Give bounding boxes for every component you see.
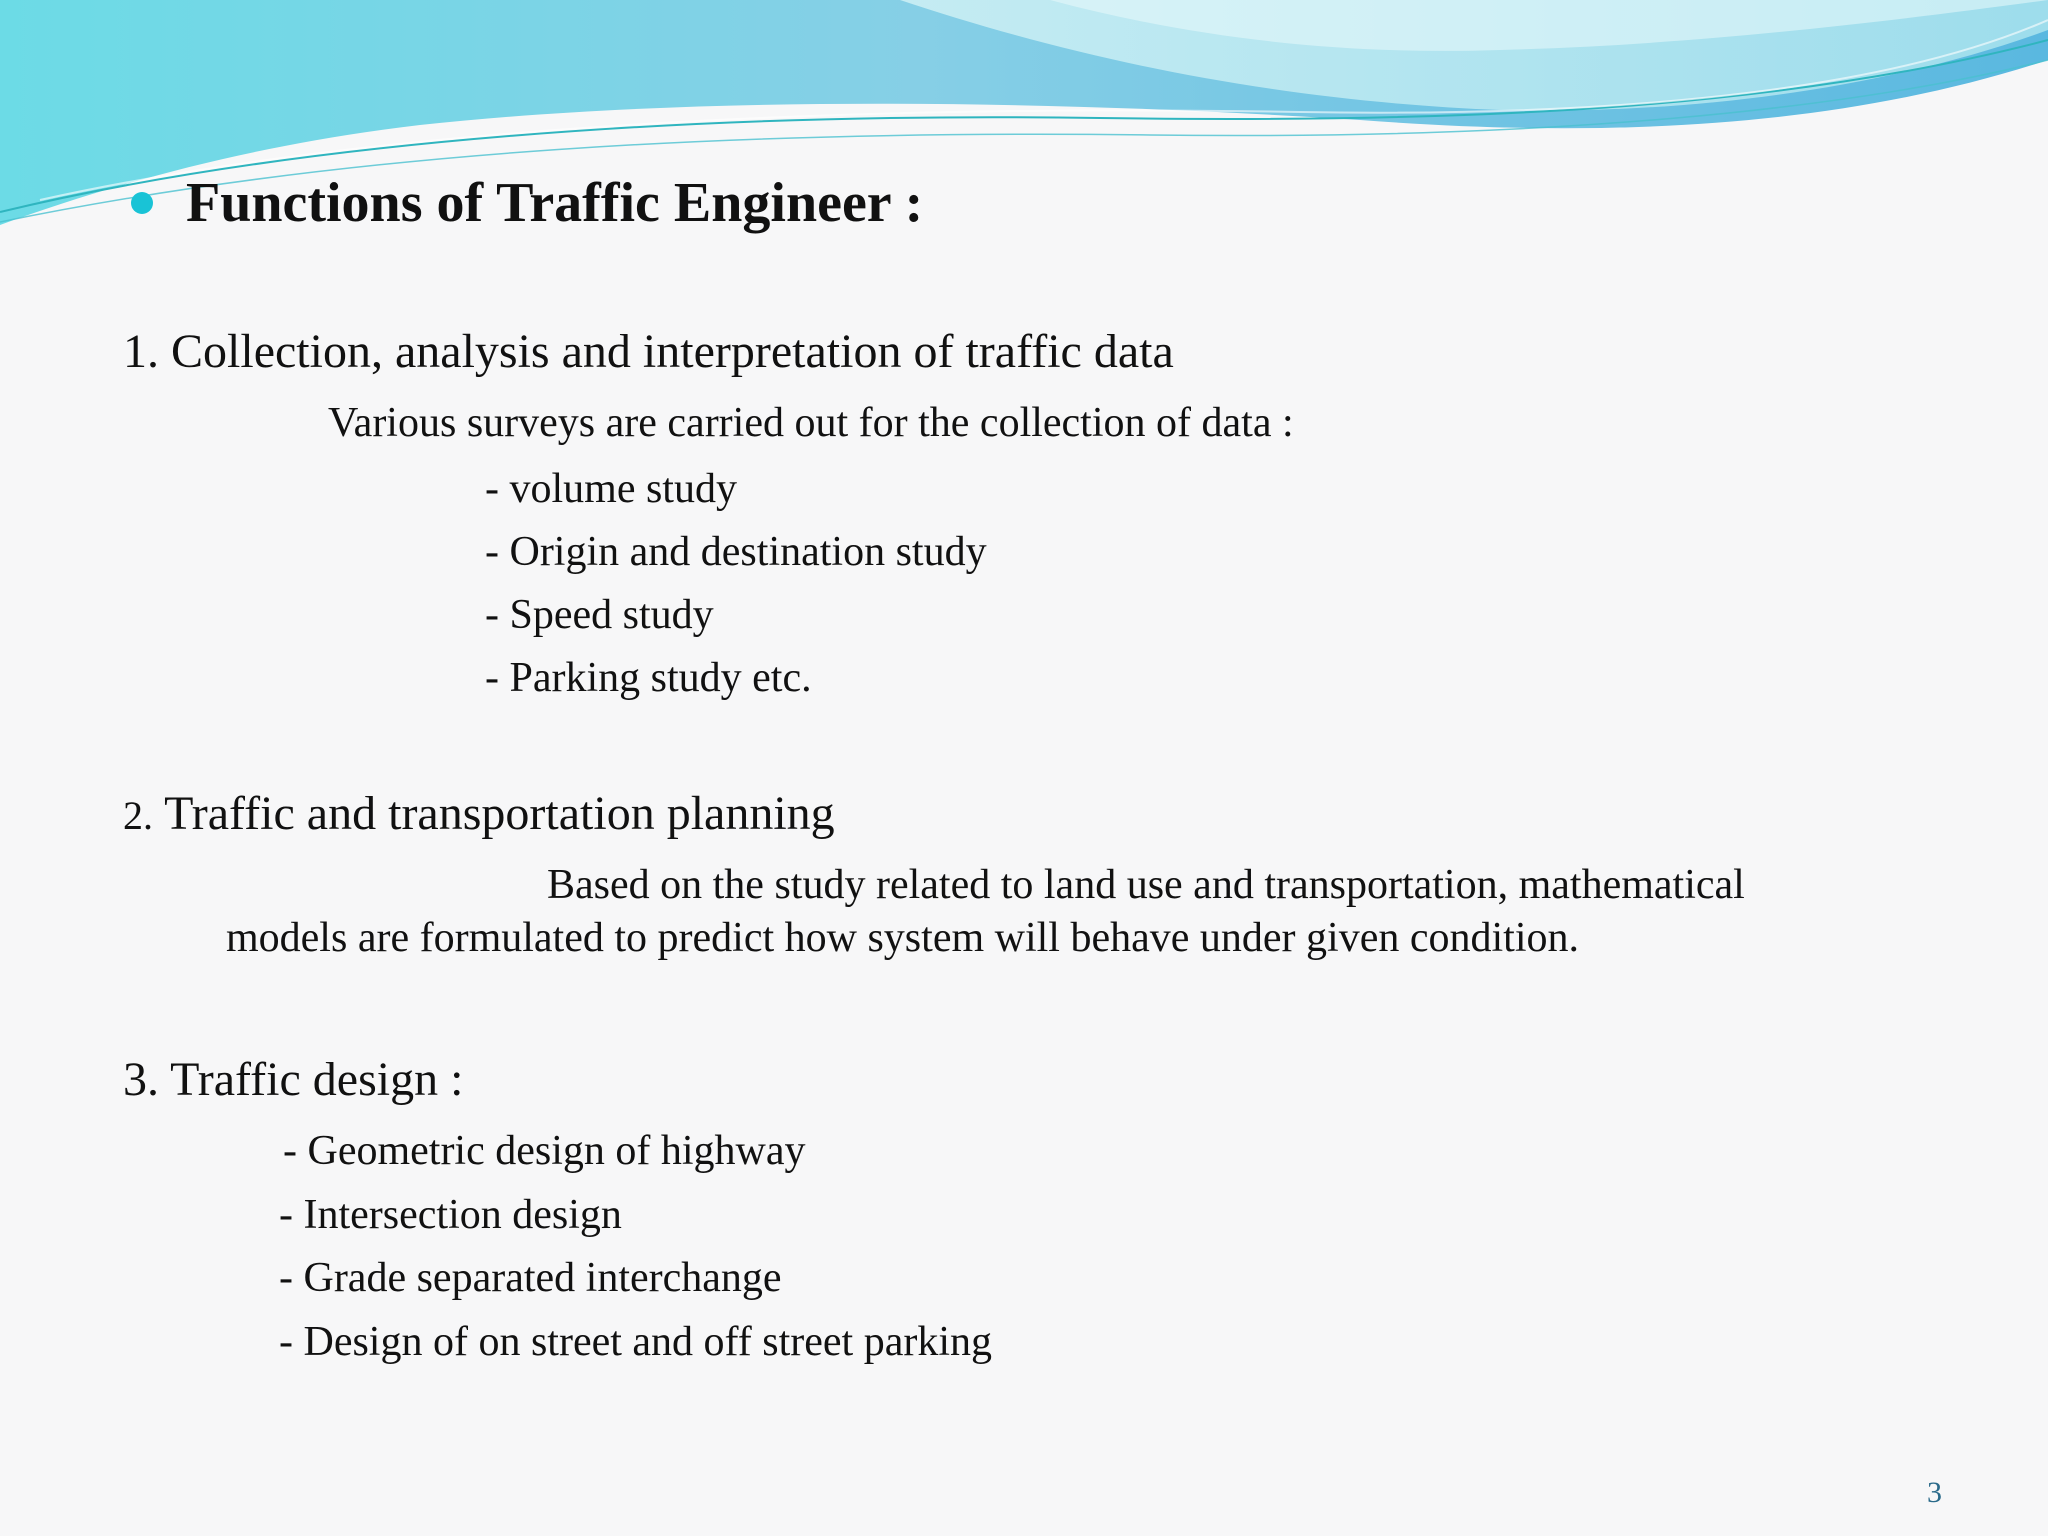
section-1-item: - Origin and destination study [485, 529, 987, 575]
section-3-item: - Design of on street and off street parking [279, 1319, 993, 1365]
section-1-item: - Speed study [485, 592, 714, 638]
section-2-number: 2. [123, 793, 153, 838]
section-3-heading: 3. Traffic design : [123, 1053, 464, 1106]
section-1-heading: 1. Collection, analysis and interpretation of traffic data [123, 325, 1174, 378]
section-1-item: - Parking study etc. [485, 655, 812, 701]
section-1-intro: Various surveys are carried out for the collection of data : [328, 400, 1294, 446]
section-2-paragraph-line1: Based on the study related to land use and transportation, mathematical [547, 862, 1745, 908]
section-3-item: - Grade separated interchange [279, 1255, 782, 1301]
section-2-title: Traffic and transportation planning [153, 787, 835, 840]
section-3-item: - Geometric design of highway [283, 1128, 806, 1174]
section-3-item: - Intersection design [279, 1192, 622, 1238]
section-2-heading [123, 787, 835, 840]
slide-title: Functions of Traffic Engineer : [186, 172, 924, 234]
section-2-paragraph-line2: models are formulated to predict how system will behave under given condition. [226, 915, 1579, 961]
section-1-item: - volume study [485, 466, 737, 512]
title-bullet-icon [131, 192, 153, 214]
page-number: 3 [1927, 1476, 1942, 1509]
